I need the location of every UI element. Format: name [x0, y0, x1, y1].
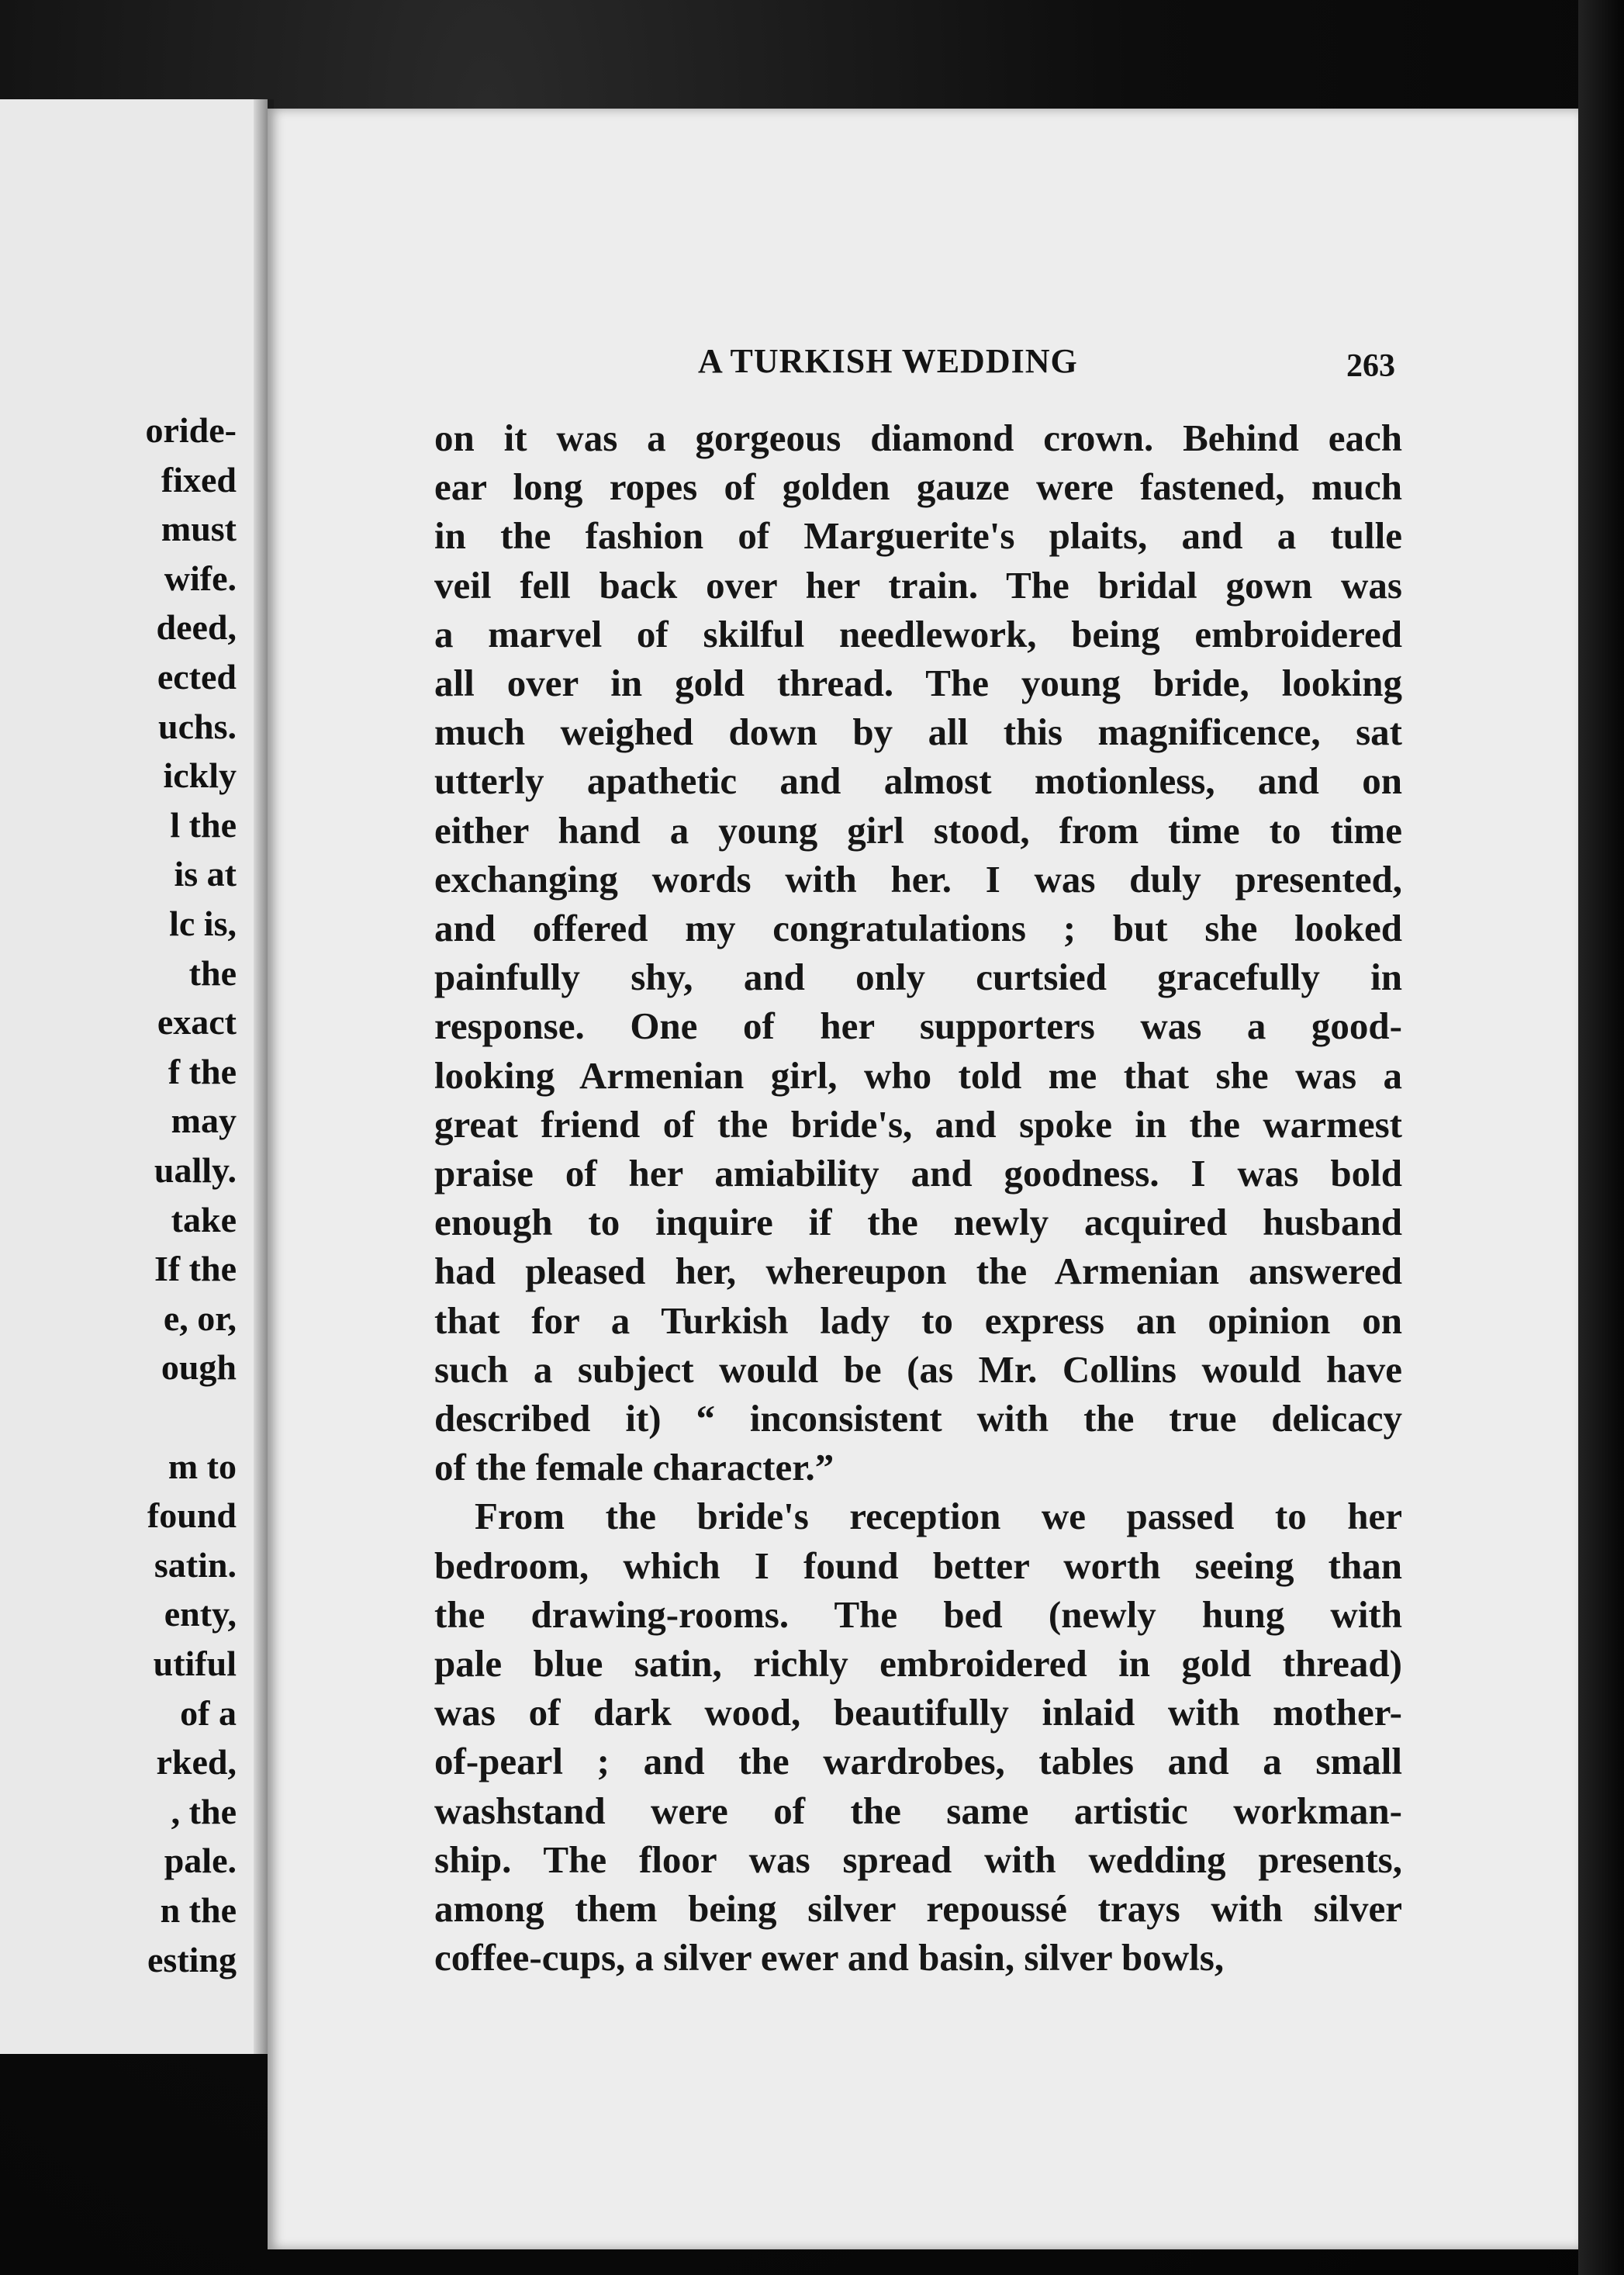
left-page-line: fixed — [161, 459, 237, 500]
page-gutter — [254, 99, 268, 2054]
text-line: of the female character.” — [434, 1446, 834, 1489]
text-line: that for a Turkish lady to express an opinion on — [434, 1298, 1402, 1342]
text-line: a marvel of skilful needlework, being embroidered — [434, 612, 1402, 655]
left-page-line: must — [161, 509, 237, 549]
text-line: ship. The floor was spread with wedding presents, — [434, 1838, 1402, 1881]
left-page-line: ually. — [154, 1150, 237, 1190]
left-page-line: the — [188, 953, 237, 993]
left-page-line: n the — [160, 1890, 237, 1930]
left-page-line: If the — [154, 1249, 237, 1289]
left-page-line: ected — [157, 657, 237, 697]
left-page-line: enty, — [164, 1594, 237, 1634]
left-page-line: may — [171, 1101, 237, 1141]
left-page-line: ough — [161, 1347, 237, 1388]
text-line: looking Armenian girl, who told me that she was a — [434, 1053, 1402, 1097]
left-page-line: exact — [157, 1002, 237, 1042]
left-page — [0, 99, 274, 2054]
left-page-line: pale. — [164, 1841, 237, 1881]
text-line: exchanging words with her. I was duly presented, — [434, 857, 1402, 901]
text-line: veil fell back over her train. The bridal gown was — [434, 563, 1402, 607]
text-line: great friend of the bride's, and spoke in the warmest — [434, 1102, 1402, 1146]
text-line: the drawing-rooms. The bed (newly hung with — [434, 1592, 1402, 1636]
left-page-line: m to — [168, 1446, 237, 1486]
text-line: washstand were of the same artistic workman- — [434, 1789, 1402, 1832]
text-line: pale blue satin, richly embroidered in gold thread) — [434, 1642, 1402, 1685]
text-line: either hand a young girl stood, from time to time — [434, 808, 1402, 852]
left-page-line: e, or, — [163, 1298, 237, 1338]
text-line: From the bride's reception we passed to her — [475, 1495, 1402, 1538]
text-line: painfully shy, and only curtsied gracefully in — [434, 956, 1402, 999]
page-number: 263 — [1346, 348, 1395, 384]
left-page-line: rked, — [156, 1742, 237, 1782]
left-page-line: take — [171, 1199, 237, 1239]
text-line: ear long ropes of golden gauze were fastened, much — [434, 465, 1402, 509]
left-page-line: wife. — [164, 558, 237, 598]
text-line: in the fashion of Marguerite's plaits, and a tulle — [434, 514, 1402, 558]
left-page-line: , the — [171, 1791, 237, 1831]
left-page-line: satin. — [154, 1544, 237, 1585]
text-line: and offered my congratulations ; but she looked — [434, 907, 1402, 949]
text-line: all over in gold thread. The young bride, looking — [434, 662, 1402, 704]
text-line: utterly apathetic and almost motionless, and on — [434, 759, 1402, 803]
left-page-line: utiful — [153, 1644, 237, 1683]
left-page-line: of a — [180, 1692, 237, 1733]
left-page-line: uchs. — [158, 706, 237, 746]
left-page-line: esting — [147, 1939, 237, 1979]
left-page-line: found — [147, 1495, 237, 1536]
text-line: described it) “ inconsistent with the true delicacy — [434, 1397, 1402, 1440]
left-page-line: is at — [174, 854, 237, 894]
text-line: response. One of her supporters was a good- — [434, 1004, 1402, 1048]
left-page-line: deed, — [156, 607, 237, 648]
scan-edge-right — [1578, 0, 1624, 2275]
running-header: A TURKISH WEDDING — [698, 342, 1078, 380]
text-line: of-pearl ; and the wardrobes, tables and a small — [434, 1740, 1402, 1783]
left-page-line: lc is, — [169, 904, 237, 943]
text-line: among them being silver repoussé trays with silver — [434, 1887, 1402, 1930]
left-page-line: ickly — [163, 755, 237, 796]
text-line: coffee-cups, a silver ewer and basin, silver bowls, — [434, 1936, 1225, 1979]
text-line: was of dark wood, beautifully inlaid with mother- — [434, 1691, 1402, 1734]
left-page-line: f the — [168, 1051, 237, 1091]
left-page-line: l the — [170, 804, 237, 845]
left-page-line: oride- — [145, 410, 237, 450]
text-line: much weighed down by all this magnificence, sat — [434, 711, 1402, 754]
text-line: on it was a gorgeous diamond crown. Behind each — [434, 417, 1402, 459]
text-line: such a subject would be (as Mr. Collins would have — [434, 1347, 1402, 1391]
text-line: enough to inquire if the newly acquired husband — [434, 1201, 1402, 1244]
text-line: praise of her amiability and goodness. I was bold — [434, 1152, 1402, 1195]
text-line: bedroom, which I found better worth seeing than — [434, 1544, 1402, 1587]
text-line: had pleased her, whereupon the Armenian answered — [434, 1250, 1402, 1293]
